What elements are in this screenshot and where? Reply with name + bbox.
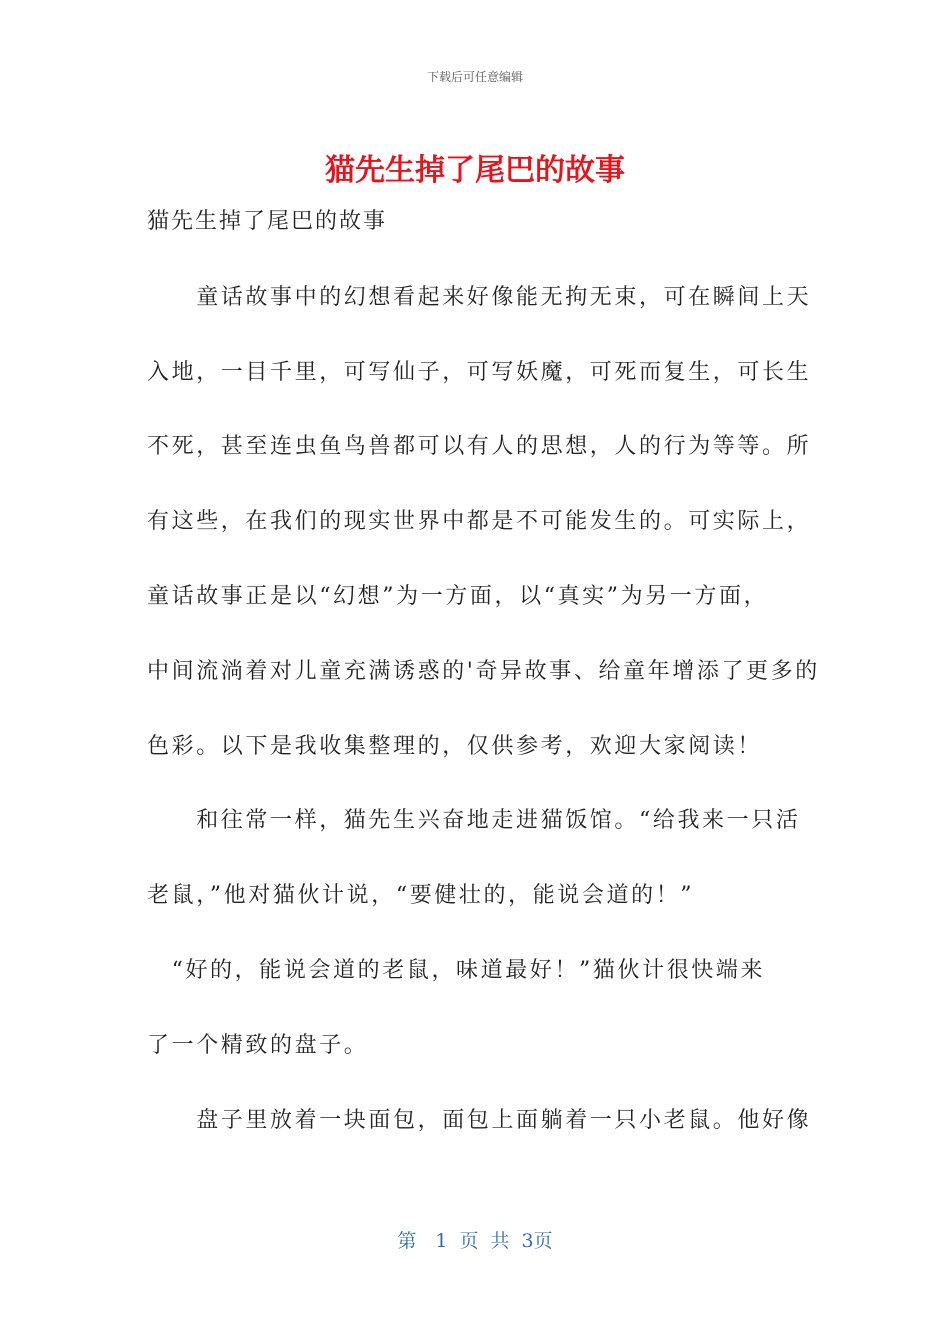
paragraph-line: 童话故事中的幻想看起来好像能无拘无束，可在瞬间上天 [147, 285, 812, 310]
document-title: 猫先生掉了尾巴的故事 [325, 153, 625, 188]
paragraph-line: 色彩。以下是我收集整理的，仅供参考，欢迎大家阅读！ [147, 734, 763, 759]
paragraph-line: 入地，一目千里，可写仙子，可写妖魔，可死而复生，可长生 [147, 360, 812, 385]
page-number: 第 1 页 共 3页 [397, 1230, 553, 1252]
paragraph-line: 盘子里放着一块面包，面包上面躺着一只小老鼠。他好像 [147, 1108, 812, 1133]
paragraph-line: 中间流淌着对儿童充满诱惑的'奇异故事、给童年增添了更多的 [147, 659, 820, 684]
paragraph-line: 不死，甚至连虫鱼鸟兽都可以有人的思想，人的行为等等。所 [147, 434, 812, 459]
header-note: 下载后可任意编辑 [426, 70, 523, 84]
paragraph-line: 了一个精致的盘子。 [147, 1033, 369, 1058]
paragraph-line: 和往常一样，猫先生兴奋地走进猫饭馆。“给我来一只活 [147, 808, 801, 833]
paragraph-line: 老鼠，”他对猫伙计说，“要健壮的，能说会道的！” [147, 883, 695, 908]
document-subtitle: 猫先生掉了尾巴的故事 [147, 209, 388, 234]
paragraph-line: “好的，能说会道的老鼠，味道最好！”猫伙计很快端来 [147, 958, 766, 983]
paragraph-line: 有这些，在我们的现实世界中都是不可能发生的。可实际上， [147, 509, 812, 534]
paragraph-line: 童话故事正是以“幻想”为一方面，以“真实”为另一方面， [147, 584, 769, 609]
